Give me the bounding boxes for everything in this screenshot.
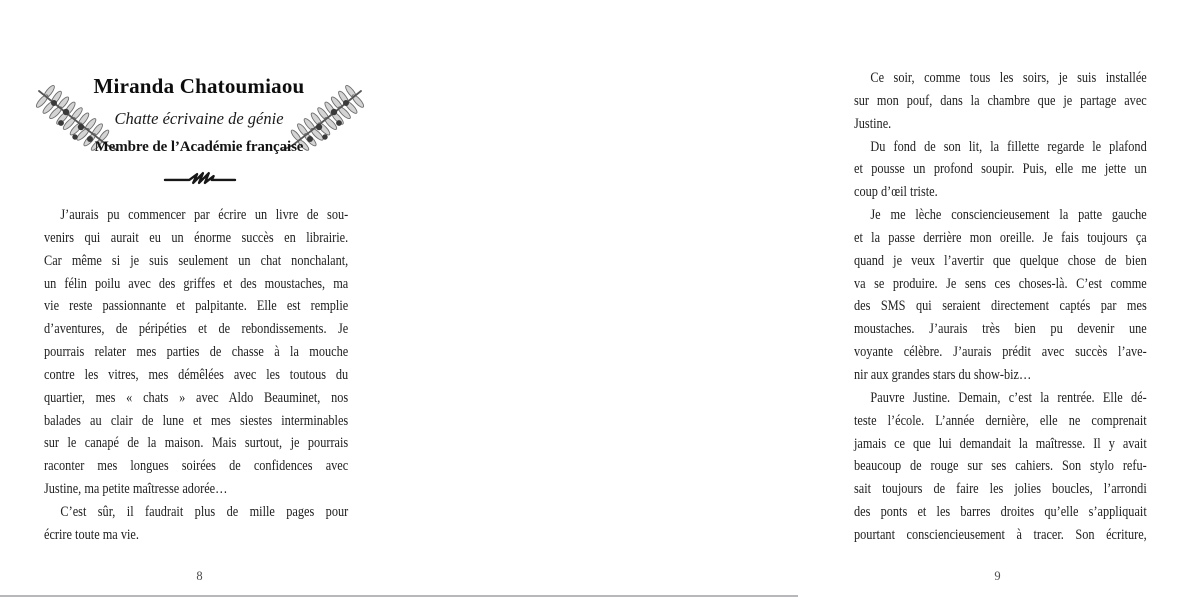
squiggle-divider-icon: [163, 169, 237, 189]
paragraph: [854, 136, 1147, 205]
text-line: C’est sûr, il faudrait plus de mille pages pour: [60, 503, 349, 520]
text-line: Du fond de son lit, la fillette regarde le plafond: [870, 138, 1147, 155]
bottom-rule: [0, 595, 798, 597]
text-line: pourtant consciencieusement à tracer. Son écriture,: [854, 526, 1147, 543]
text-line: des SMS qui seraient directement captés par mes: [854, 298, 1147, 315]
text-line: et pousse un profond soupir. Puis, elle me jette un: [854, 161, 1147, 178]
text-line: sur le canapé de la maison. Mais surtout, je pourrais: [44, 435, 349, 452]
book-page-left: [0, 0, 399, 601]
text-line: balades au clair de lune et mes siestes interminables: [44, 412, 349, 429]
text-line: Justine.: [854, 115, 892, 132]
right-page-body: [854, 67, 1147, 547]
paragraph: [854, 67, 1147, 136]
text-line: écrire toute ma vie.: [44, 526, 139, 543]
text-line: coup d’œil triste.: [854, 184, 938, 201]
author-subtitle: Chatte écrivaine de génie: [114, 109, 284, 128]
text-line: Pauvre Justine. Demain, c’est la rentrée. Elle dé-: [870, 389, 1147, 406]
page-number-right: 9: [994, 569, 1001, 583]
text-line: va se produire. Je sens ces choses-là. C’est comme: [854, 275, 1147, 292]
paragraph: [44, 204, 348, 501]
text-line: voyante célèbre. J’aurais prédit avec succès l’ave-: [854, 344, 1147, 361]
left-page-body: [44, 204, 348, 547]
text-line: Je me lèche consciencieusement la patte gauche: [870, 207, 1147, 224]
page-number-left: 8: [196, 569, 203, 583]
text-line: sur mon pouf, dans la chambre que je partage avec: [854, 92, 1147, 109]
text-line: d’aventures, de péripéties et de rebondissements. Je: [44, 321, 349, 338]
text-line: quand je veux l’avertir que quelque chose de bien: [854, 252, 1147, 269]
text-line: un félin poilu avec des griffes et des moustaches, ma: [44, 275, 349, 292]
text-line: moustaches. J’aurais très bien pu devenir une: [854, 321, 1147, 338]
text-line: nir aux grandes stars du show-biz…: [854, 366, 1032, 383]
text-line: venirs qui aurait eu un énorme succès en librairie.: [44, 229, 349, 246]
text-line: contre les vitres, mes démêlées avec les toutous du: [44, 366, 349, 383]
text-line: des ponts et les barres droites qu’elle s’appliquait: [854, 504, 1147, 521]
author-title: Miranda Chatoumiaou: [93, 74, 305, 98]
text-line: beaucoup de rouge sur ses cahiers. Son stylo refu-: [854, 458, 1147, 475]
text-line: Ce soir, comme tous les soirs, je suis installée: [870, 70, 1147, 86]
paragraph: [854, 204, 1147, 387]
text-line: J’aurais pu commencer par écrire un livre de sou-: [60, 207, 349, 223]
paragraph: [44, 501, 348, 547]
text-line: jamais ce que lui demandait la maîtresse. Il y avait: [854, 435, 1147, 452]
author-membership: Membre de l’Académie française: [94, 139, 304, 155]
text-line: pourrais relater mes parties de chasse à la mouche: [44, 344, 349, 361]
text-line: quartier, mes « chats » avec Aldo Beauminet, nos: [44, 389, 349, 406]
text-line: raconter mes longues soirées de confidences avec: [44, 458, 349, 475]
paragraph: [854, 387, 1147, 547]
text-line: teste l’école. L’année dernière, elle ne comprenait: [854, 412, 1147, 429]
text-line: sait toujours de faire les jolies boucles, l’arrondi: [854, 481, 1147, 498]
book-page-right: [399, 0, 1147, 601]
text-line: vie reste passionnante et palpitante. Elle est remplie: [44, 298, 349, 315]
text-line: Justine, ma petite maîtresse adorée…: [44, 481, 228, 498]
text-line: Car même si je suis seulement un chat nonchalant,: [44, 252, 349, 269]
text-line: et la passe derrière mon oreille. Je fais toujours ça: [854, 229, 1147, 246]
